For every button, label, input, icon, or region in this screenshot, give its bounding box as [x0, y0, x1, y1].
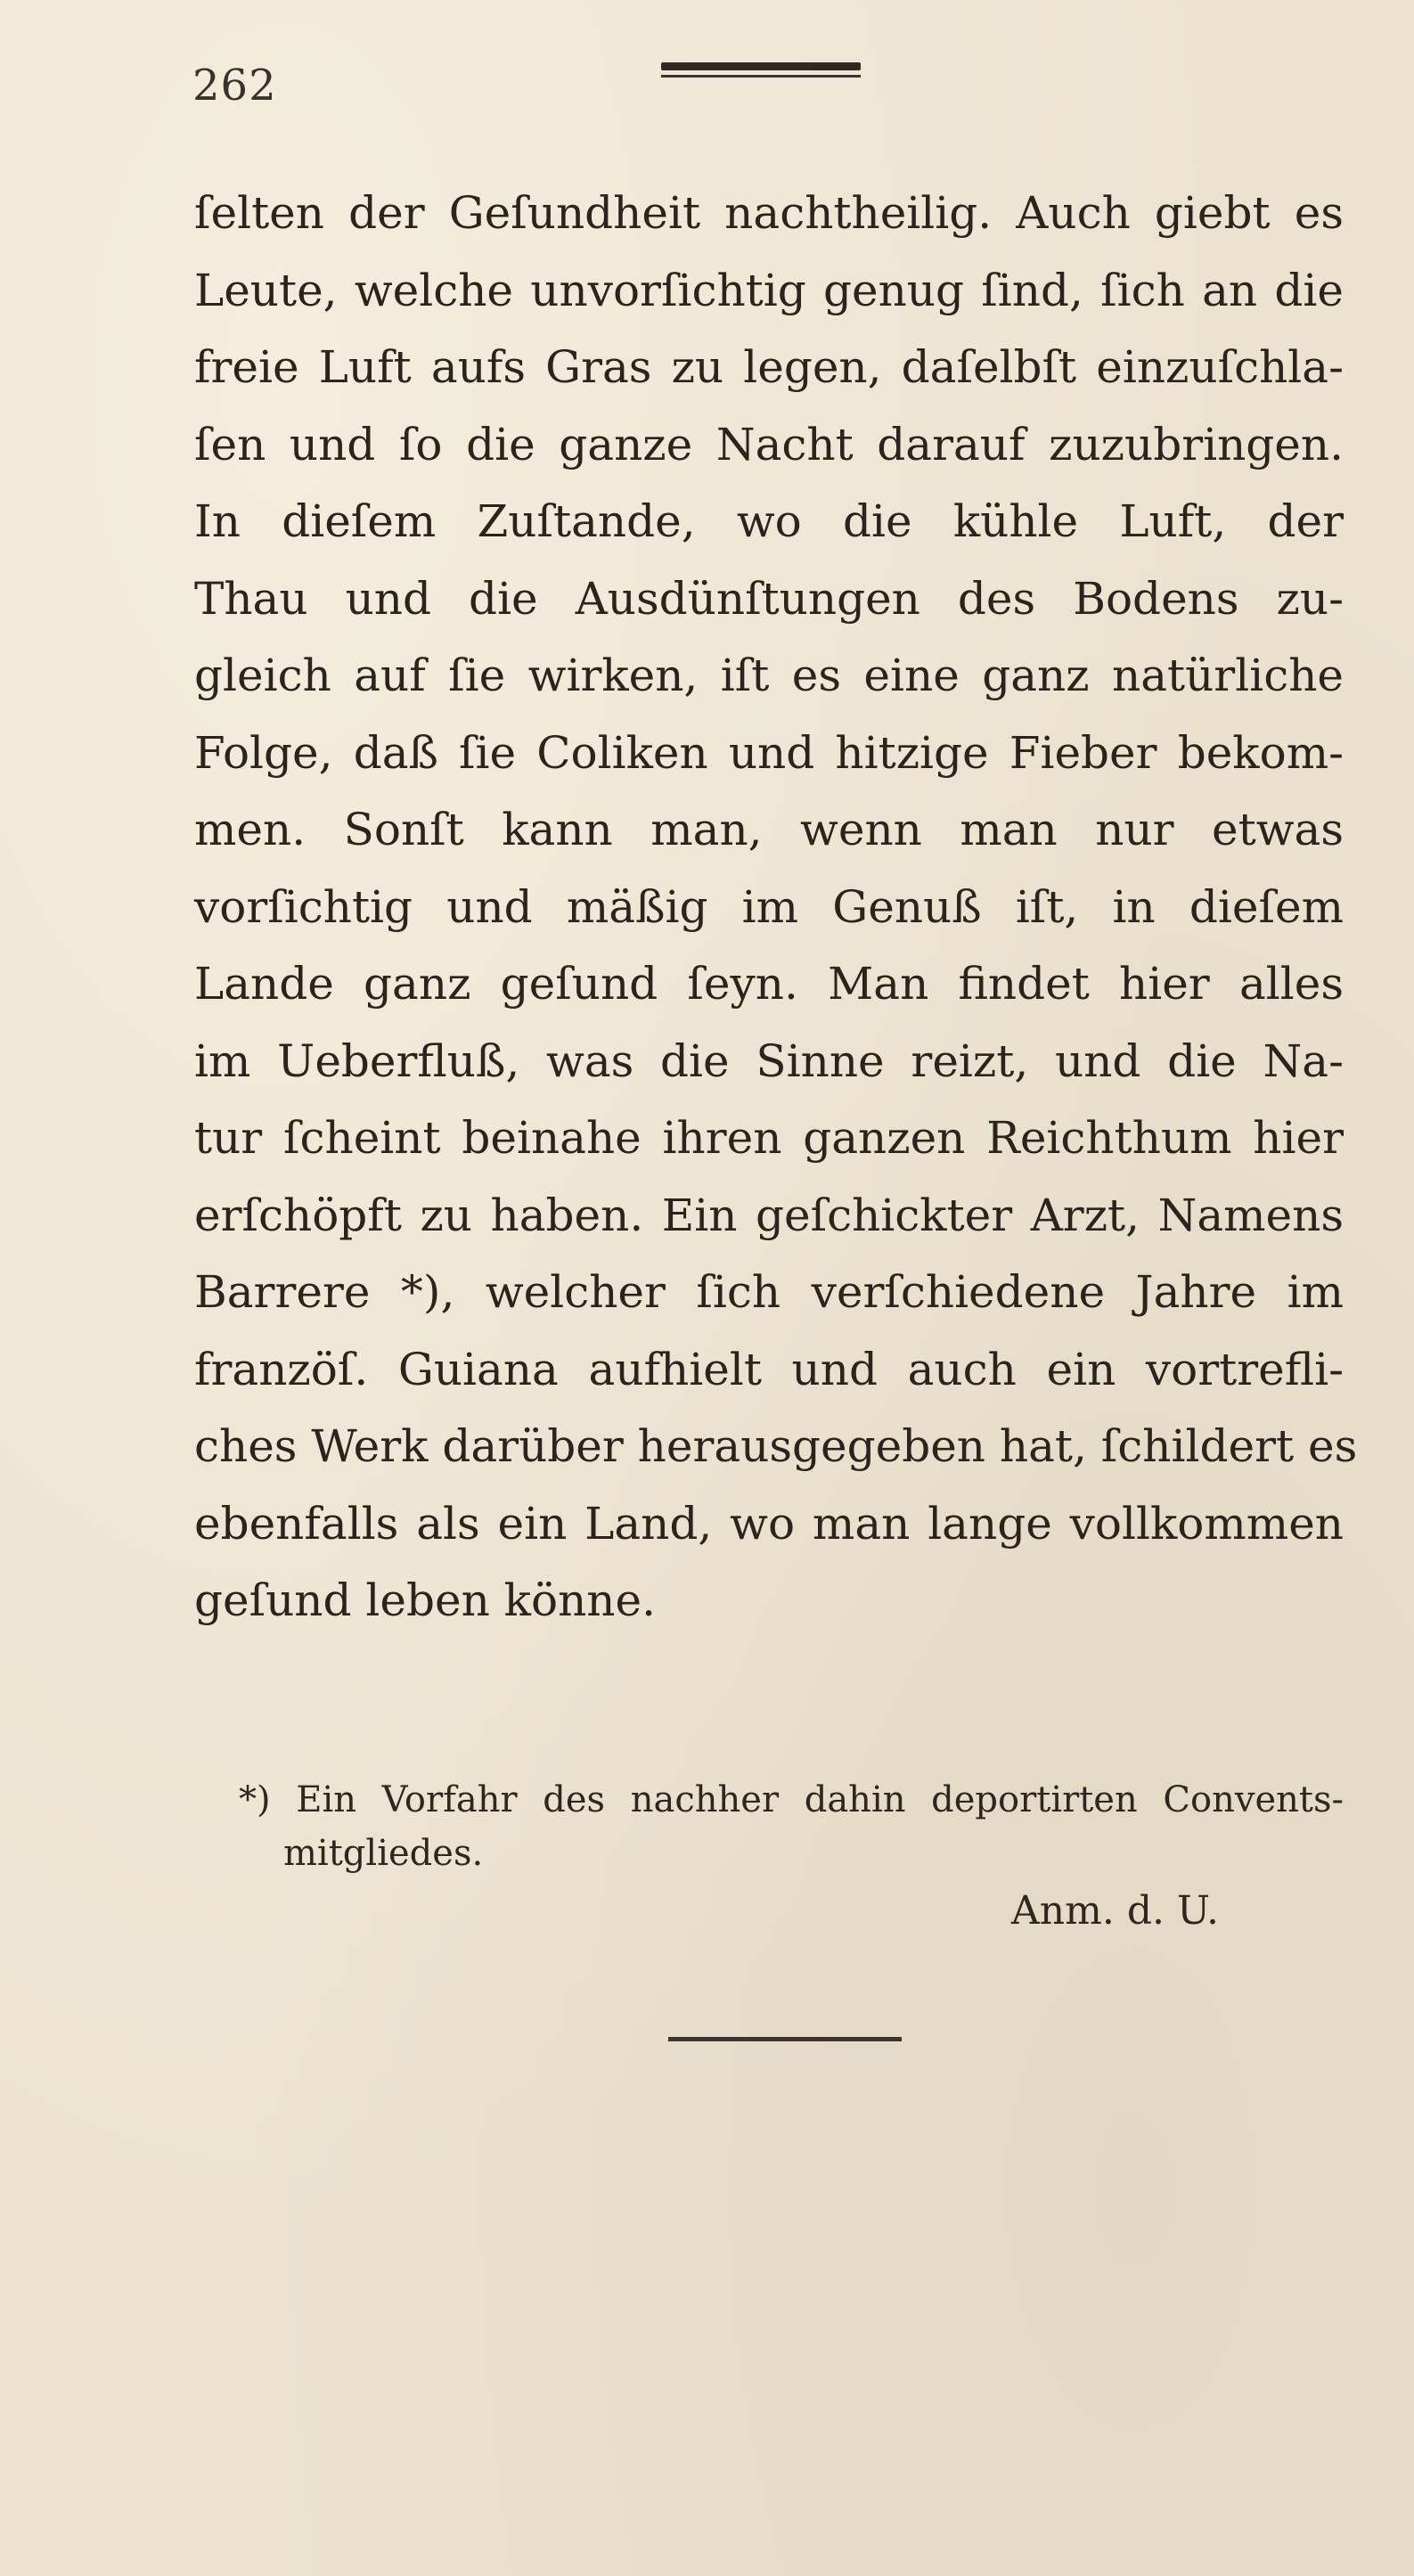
- header-rule: [661, 62, 861, 80]
- text-line: Lande ganz geſund ſeyn. Man findet hier alles: [194, 958, 1344, 1010]
- text-line-last: geſund leben könne.: [194, 1574, 656, 1626]
- end-rule: [668, 2037, 902, 2041]
- text-line: men. Sonſt kann man, wenn man nur etwas: [194, 804, 1344, 855]
- text-line: ebenfalls als ein Land, wo man lange vollkommen: [194, 1497, 1344, 1550]
- text-line: gleich auf ſie wirken, iſt es eine ganz natürliche: [194, 650, 1344, 701]
- text-line: ſen und ſo die ganze Nacht darauf zuzubringen.: [194, 418, 1344, 470]
- text-line: In dieſem Zuſtande, wo die kühle Luft, der: [194, 495, 1344, 547]
- text-line: im Ueberfluß, was die Sinne reizt, und die Na-: [194, 1034, 1344, 1087]
- page-number: 262: [192, 61, 277, 110]
- text-line: Thau und die Ausdünſtungen des Bodens zu-: [194, 572, 1344, 625]
- text-line: ches Werk darüber herausgegeben hat, ſchildert es: [194, 1420, 1358, 1472]
- body-text: [194, 175, 1358, 1640]
- header-rule-thick: [661, 62, 861, 70]
- text-line: Leute, welche unvorſichtig genug ſind, ſich an die: [194, 264, 1344, 316]
- footnote: [239, 1773, 1344, 1942]
- text-line: freie Luft aufs Gras zu legen, daſelbſt einzuſchla-: [194, 341, 1344, 393]
- text-line: tur ſcheint beinahe ihren ganzen Reichthum hier: [194, 1112, 1344, 1164]
- footnote-signature: Anm. d. U.: [1011, 1888, 1219, 1934]
- text-line: franzöſ. Guiana aufhielt und auch ein vortrefli-: [194, 1343, 1344, 1395]
- text-line: Barrere *), welcher ſich verſchiedene Jahre im: [194, 1266, 1344, 1318]
- text-line: vorſichtig und mäßig im Genuß iſt, in dieſem: [194, 880, 1344, 933]
- footnote-line: mitgliedes.: [283, 1833, 484, 1874]
- text-line: Folge, daß ſie Coliken und hitzige Fieber bekom-: [194, 726, 1344, 779]
- header-rule-thin: [661, 75, 861, 78]
- footnote-line: *) Ein Vorfahr des nachher dahin deportirten Convents-: [239, 1779, 1344, 1820]
- text-line: ſelten der Geſundheit nachtheilig. Auch giebt es: [194, 187, 1344, 239]
- text-line: erſchöpft zu haben. Ein geſchickter Arzt, Namens: [194, 1189, 1344, 1241]
